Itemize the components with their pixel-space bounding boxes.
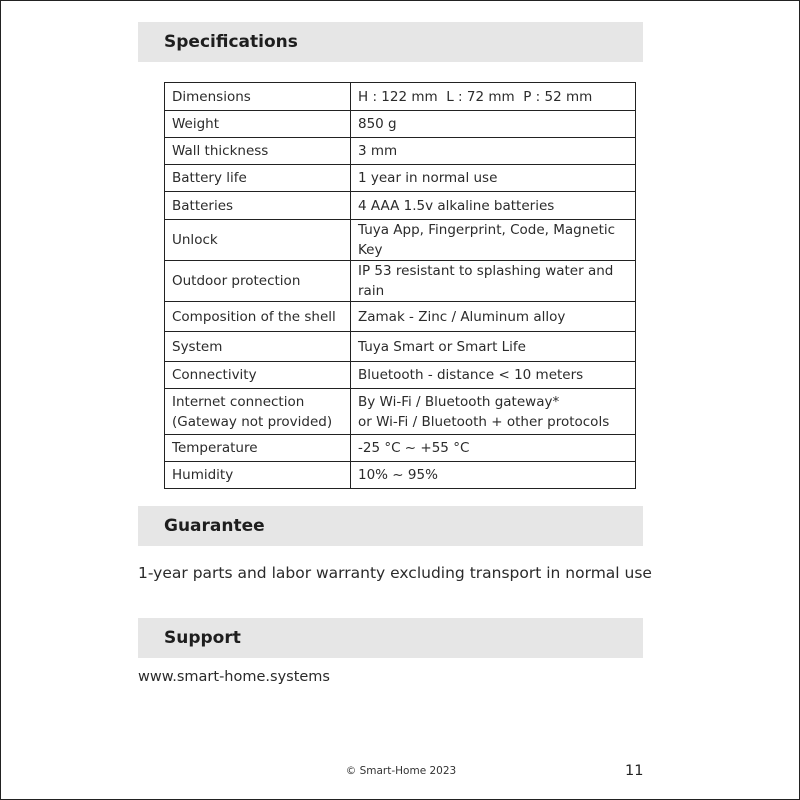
spec-value: Zamak - Zinc / Aluminum alloy <box>351 302 636 332</box>
spec-value: -25 °C ~ +55 °C <box>351 435 636 462</box>
table-row <box>165 389 636 435</box>
spec-label: Composition of the shell <box>165 302 351 332</box>
spec-label: Connectivity <box>165 362 351 389</box>
spec-label: Weight <box>165 111 351 138</box>
spec-label: Humidity <box>165 462 351 489</box>
table-row <box>165 165 636 192</box>
spec-value: 1 year in normal use <box>351 165 636 192</box>
table-row <box>165 261 636 302</box>
table-row <box>165 220 636 261</box>
spec-label: Battery life <box>165 165 351 192</box>
specifications-heading: Specifications <box>138 22 643 62</box>
table-row <box>165 83 636 111</box>
table-row <box>165 332 636 362</box>
specifications-table <box>164 82 636 489</box>
table-row <box>165 435 636 462</box>
spec-label-cell <box>165 389 351 435</box>
spec-label: Unlock <box>165 220 351 261</box>
spec-label: Internet connection <box>172 393 305 410</box>
spec-label: Wall thickness <box>165 138 351 165</box>
spec-label-note: (Gateway not provided) <box>172 413 333 430</box>
table-row <box>165 362 636 389</box>
table-row <box>165 192 636 220</box>
support-website: www.smart-home.systems <box>138 669 330 685</box>
spec-value: 10% ~ 95% <box>351 462 636 489</box>
table-row <box>165 302 636 332</box>
table-row <box>165 138 636 165</box>
spec-value: By Wi-Fi / Bluetooth gateway* <box>358 393 560 410</box>
spec-label: Batteries <box>165 192 351 220</box>
spec-label: System <box>165 332 351 362</box>
page-number: 11 <box>625 763 644 779</box>
support-heading: Support <box>138 618 643 658</box>
spec-value-line-2: or Wi-Fi / Bluetooth + other protocols <box>358 413 610 430</box>
table-row <box>165 111 636 138</box>
spec-value: 850 g <box>351 111 636 138</box>
table-row <box>165 462 636 489</box>
spec-label: Outdoor protection <box>165 261 351 302</box>
footer-copyright: © Smart-Home 2023 <box>345 765 457 777</box>
spec-label: Dimensions <box>165 83 351 111</box>
guarantee-text: 1-year parts and labor warranty excluding transport in normal use <box>138 564 652 582</box>
spec-value-cell <box>351 389 636 435</box>
spec-value: Tuya App, Fingerprint, Code, Magnetic Key <box>351 220 636 261</box>
spec-value: Tuya Smart or Smart Life <box>351 332 636 362</box>
spec-label: Temperature <box>165 435 351 462</box>
spec-value: H : 122 mm L : 72 mm P : 52 mm <box>351 83 636 111</box>
spec-value: 3 mm <box>351 138 636 165</box>
guarantee-heading: Guarantee <box>138 506 643 546</box>
spec-value: IP 53 resistant to splashing water and rain <box>351 261 636 302</box>
spec-value: Bluetooth - distance < 10 meters <box>351 362 636 389</box>
spec-value: 4 AAA 1.5v alkaline batteries <box>351 192 636 220</box>
